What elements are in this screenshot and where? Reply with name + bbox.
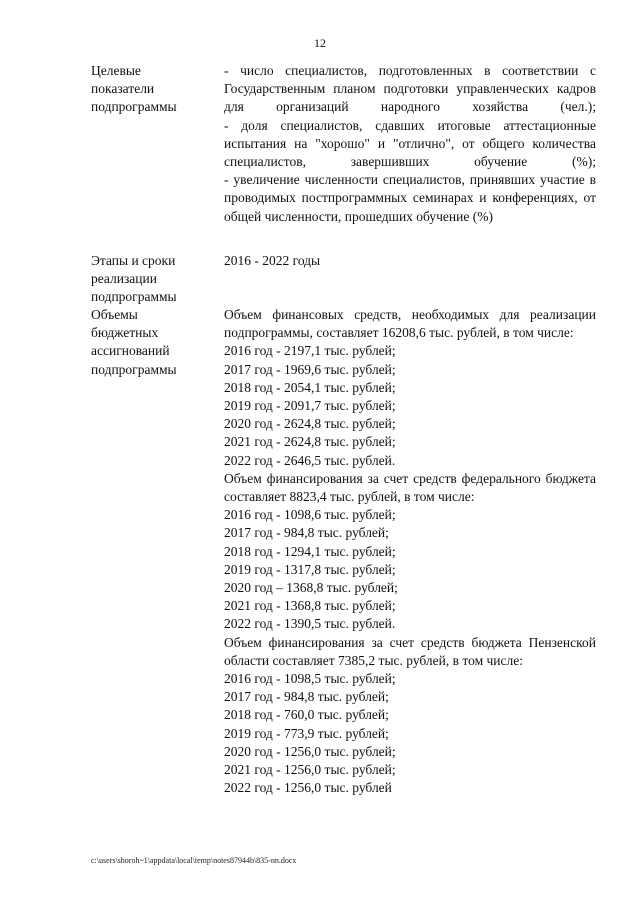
federal-year-line: 2017 год - 984,8 тыс. рублей;	[224, 525, 389, 541]
total-year-line: 2020 год - 2624,8 тыс. рублей;	[224, 416, 396, 432]
page-number: 12	[314, 36, 326, 50]
label-line: подпрограммы	[91, 361, 177, 377]
regional-funding-intro: Объем финансирования за счет средств бюджета Пензенской области составляет 7385,2 тыс. рублей, в том числе:	[224, 634, 596, 668]
label-line: ассигнований	[91, 343, 170, 359]
label-line: подпрограммы	[91, 289, 177, 305]
row-label-budget-allocations	[91, 306, 216, 379]
label-line: Этапы и сроки	[91, 253, 176, 268]
federal-year-line: 2018 год - 1294,1 тыс. рублей;	[224, 543, 396, 559]
federal-year-line: 2021 год - 1368,8 тыс. рублей;	[224, 598, 396, 614]
stages-text: 2016 - 2022 годы	[224, 253, 321, 268]
label-line: реализации	[91, 271, 157, 287]
label-line: Целевые	[91, 63, 141, 78]
regional-year-line: 2022 год - 1256,0 тыс. рублей	[224, 780, 392, 796]
label-line: бюджетных	[91, 325, 159, 341]
federal-year-line: 2020 год – 1368,8 тыс. рублей;	[224, 580, 398, 596]
row-content-stages-terms	[224, 252, 596, 270]
total-year-line: 2016 год - 2197,1 тыс. рублей;	[224, 343, 396, 359]
federal-year-line: 2019 год - 1317,8 тыс. рублей;	[224, 561, 396, 577]
row-content-budget-allocations	[224, 306, 596, 797]
indicator-paragraph: - доля специалистов, сдавших итоговые аттестационные испытания на "хорошо" и "отлично", от общего количества специалистов, завершивших обучение (%);	[224, 117, 596, 170]
total-year-line: 2018 год - 2054,1 тыс. рублей;	[224, 379, 396, 395]
federal-funding-intro: Объем финансирования за счет средств федерального бюджета составляет 8823,4 тыс. рублей, в том числе:	[224, 470, 596, 505]
row-label-target-indicators	[91, 62, 216, 117]
regional-year-line: 2016 год - 1098,5 тыс. рублей;	[224, 671, 396, 687]
total-year-line: 2022 год - 2646,5 тыс. рублей.	[224, 452, 396, 468]
total-year-line: 2017 год - 1969,6 тыс. рублей;	[224, 361, 396, 377]
regional-year-line: 2017 год - 984,8 тыс. рублей;	[224, 689, 389, 705]
regional-year-line: 2018 год - 760,0 тыс. рублей;	[224, 707, 389, 723]
regional-year-line: 2019 год - 773,9 тыс. рублей;	[224, 725, 389, 741]
regional-year-line: 2020 год - 1256,0 тыс. рублей;	[224, 743, 396, 759]
regional-year-line: 2021 год - 1256,0 тыс. рублей;	[224, 762, 396, 778]
label-line: Объемы	[91, 307, 138, 322]
document-file-path: c:\users\shoroh~1\appdata\local\temp\notes87944b\835-nn.docx	[91, 856, 297, 865]
federal-year-line: 2016 год - 1098,6 тыс. рублей;	[224, 507, 396, 523]
label-line: подпрограммы	[91, 99, 177, 115]
federal-year-line: 2022 год - 1390,5 тыс. рублей.	[224, 616, 396, 632]
label-line: показатели	[91, 81, 155, 97]
row-content-target-indicators	[224, 62, 596, 226]
indicator-paragraph: - увеличение численности специалистов, принявших участие в проводимых постпрограммных семинарах и конференциях, от общей численности, прошедших обучение (%)	[224, 172, 596, 224]
total-year-line: 2021 год - 2624,8 тыс. рублей;	[224, 434, 396, 450]
total-funding-intro: Объем финансовых средств, необходимых для реализации подпрограммы, составляет 16208,6 тыс. рублей, в том числе:	[224, 307, 596, 341]
total-year-line: 2019 год - 2091,7 тыс. рублей;	[224, 398, 396, 414]
row-label-stages-terms	[91, 252, 216, 307]
indicator-paragraph: - число специалистов, подготовленных в соответствии с Государственным планом подготовки управленческих кадров для организаций народного хозяйства (чел.);	[224, 63, 596, 115]
